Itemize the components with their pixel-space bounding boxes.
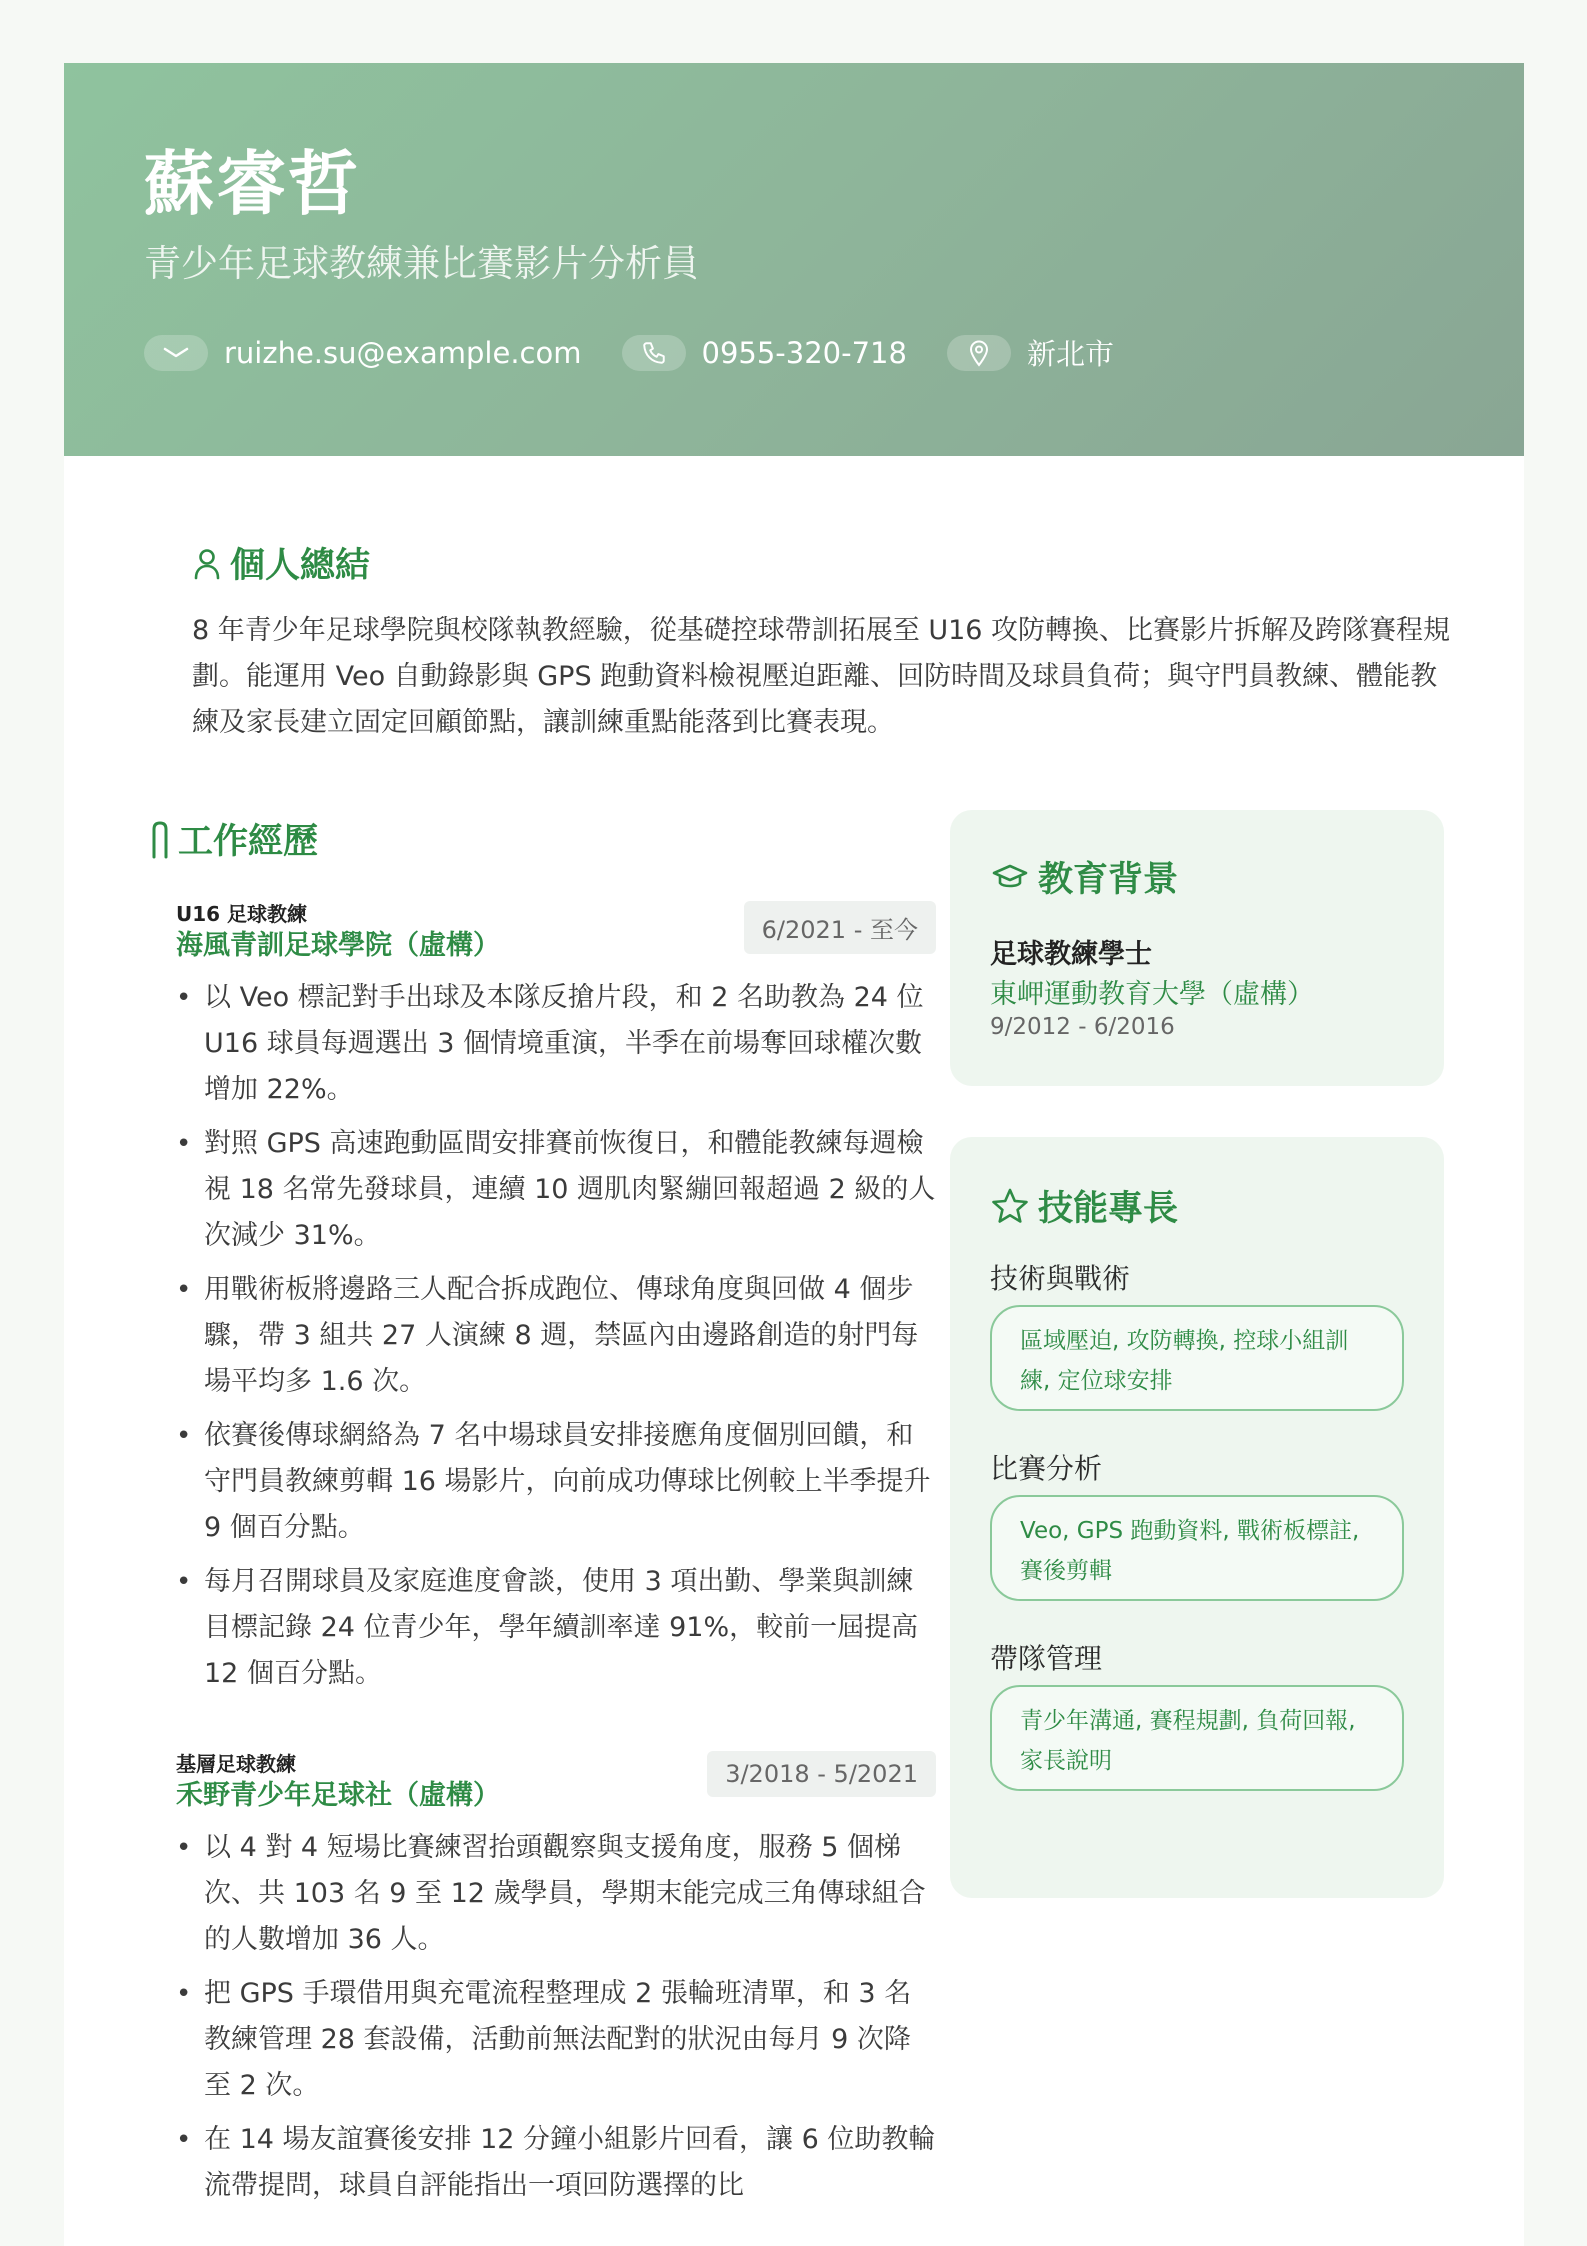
education-card [950,810,1444,1086]
skills-heading-text: 技能專長 [1038,1189,1179,1229]
job-company: 海風青訓足球學院（虛構） [176,930,500,961]
education-dates: 9/2012 - 6/2016 [990,1014,1175,1040]
candidate-title: 青少年足球教練兼比賽影片分析員 [144,242,699,285]
job-company: 禾野青少年足球社（虛構） [176,1780,500,1811]
skill-category: 帶隊管理 [990,1642,1103,1675]
summary-heading-text: 個人總結 [230,546,371,586]
job-bullet: • 以 Veo 標記對手出球及本隊反搶片段，和 2 名助教為 24 位 U16 球員每週選出 3 個情境重演，半季在前場奪回球權次數增加 22%。 [176,975,936,1113]
skill-category: 技術與戰術 [990,1262,1131,1295]
contact-email-text: ruizhe.su@example.com [224,335,582,370]
skill-tags: 區域壓迫, 攻防轉換, 控球小組訓練, 定位球安排 [990,1305,1404,1411]
skill-category: 比賽分析 [990,1452,1103,1485]
job-entry [176,1751,936,2217]
education-heading [990,852,1178,902]
job-role: U16 足球教練 [176,902,308,926]
skills-card [950,1137,1444,1898]
job-date: 3/2018 - 5/2021 [707,1751,936,1797]
job-bullets [176,975,936,1697]
contact-phone[interactable] [622,335,907,371]
job-entry [176,901,936,1705]
person-icon [192,545,222,581]
job-bullet: • 依賽後傳球網絡為 7 名中場球員安排接應角度個別回饋，和守門員教練剪輯 16 場影片，向前成功傳球比例較上半季提升 9 個百分點。 [176,1413,936,1551]
contact-row [144,332,1154,373]
location-icon [947,335,1011,371]
briefcase-icon [150,819,170,859]
job-bullets [176,1825,936,2209]
candidate-name: 蘇睿哲 [144,143,360,225]
experience-heading-text: 工作經歷 [178,822,319,862]
phone-icon [622,335,686,371]
job-bullet: • 把 GPS 手環借用與充電流程整理成 2 張輪班清單，和 3 名教練管理 28 套設備，活動前無法配對的狀況由每月 9 次降至 2 次。 [176,1971,936,2109]
summary-text: 8 年青少年足球學院與校隊執教經驗，從基礎控球帶訓拓展至 U16 攻防轉換、比賽影片拆解及跨隊賽程規劃。能運用 Veo 自動錄影與 GPS 跑動資料檢視壓迫距離、回防時間及球員負荷；與守門員教練、體能教練及家長建立固定回顧節點，讓訓練重點能落到比賽表現。 [192,615,1451,738]
skill-tags: Veo, GPS 跑動資料, 戰術板標註, 賽後剪輯 [990,1495,1404,1601]
contact-phone-text: 0955-320-718 [701,335,907,370]
resume-page [64,63,1524,2246]
summary-heading [192,538,370,588]
skills-heading [990,1181,1178,1231]
mail-icon [144,335,208,371]
education-heading-text: 教育背景 [1038,860,1179,900]
star-icon [990,1187,1030,1225]
contact-email[interactable] [144,335,582,371]
job-bullet: • 在 14 場友誼賽後安排 12 分鐘小組影片回看，讓 6 位助教輪流帶提問，球員自評能指出一項回防選擇的比 [176,2117,936,2209]
experience-heading [150,814,318,864]
job-role: 基層足球教練 [176,1752,296,1776]
contact-location [947,332,1114,373]
skill-tags: 青少年溝通, 賽程規劃, 負荷回報, 家長說明 [990,1685,1404,1791]
resume-header [64,63,1524,456]
job-bullet: • 每月召開球員及家庭進度會談，使用 3 項出勤、學業與訓練目標記錄 24 位青少年，學年續訓率達 91%，較前一屆提高 12 個百分點。 [176,1559,936,1697]
job-bullet: • 對照 GPS 高速跑動區間安排賽前恢復日，和體能教練每週檢視 18 名常先發球員，連續 10 週肌肉緊繃回報超過 2 級的人次減少 31%。 [176,1121,936,1259]
job-date: 6/2021 - 至今 [744,901,936,954]
graduation-cap-icon [990,862,1030,892]
job-bullet: • 以 4 對 4 短場比賽練習抬頭觀察與支援角度，服務 5 個梯次、共 103 名 9 至 12 歲學員，學期末能完成三角傳球組合的人數增加 36 人。 [176,1825,936,1963]
job-bullet: • 用戰術板將邊路三人配合拆成跑位、傳球角度與回做 4 個步驟，帶 3 組共 27 人演練 8 週，禁區內由邊路創造的射門每場平均多 1.6 次。 [176,1267,936,1405]
education-degree: 足球教練學士 [990,939,1152,970]
education-school: 東岬運動教育大學（虛構） [990,979,1314,1010]
contact-location-text: 新北市 [1026,337,1114,371]
